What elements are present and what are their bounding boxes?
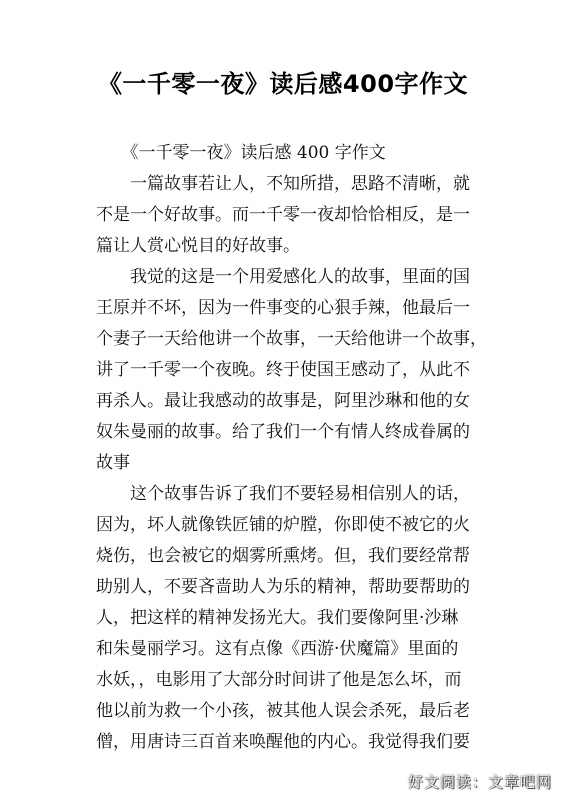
text-line: 我觉的这是一个用爱感化人的故事，里面的国 xyxy=(96,267,470,287)
text-line: 不是一个好故事。而一千零一夜却恰恰相反，是一 xyxy=(96,205,470,225)
text-line: 王原并不坏，因为一件事变的心狠手辣，他最后一 xyxy=(96,298,470,318)
site-watermark: 好文阅读：文章吧网 xyxy=(407,773,552,791)
text-line: 讲了一千零一个夜晚。终于使国王感动了，从此不 xyxy=(96,360,470,380)
article-body xyxy=(96,138,487,758)
page-title: 《一千零一夜》读后感400字作文 xyxy=(97,70,469,98)
text-line: 水妖，，电影用了大部分时间讲了他是怎么坏，而 xyxy=(96,670,462,690)
text-line: 助别人，不要吝啬助人为乐的精神，帮助要帮助的 xyxy=(96,577,470,597)
text-line: 再杀人。最让我感动的故事是，阿里沙琳和他的女 xyxy=(96,391,470,411)
text-line: 人，把这样的精神发扬光大。我们要像阿里·沙琳 xyxy=(96,608,459,628)
text-line: 因为，坏人就像铁匠铺的炉膛，你即使不被它的火 xyxy=(96,515,470,535)
text-line: 和朱曼丽学习。这有点像《西游·伏魔篇》里面的 xyxy=(96,639,459,659)
text-line: 《一千零一夜》读后感 400 字作文 xyxy=(96,143,386,163)
text-line: 故事 xyxy=(96,453,130,473)
text-line: 奴朱曼丽的故事。给了我们一个有情人终成眷属的 xyxy=(96,422,470,442)
text-line: 个妻子一天给他讲一个故事，一天给他讲一个故事， xyxy=(96,329,487,349)
text-line: 他以前为救一个小孩，被其他人误会杀死，最后老 xyxy=(96,701,470,721)
text-line: 一篇故事若让人，不知所措，思路不清晰，就 xyxy=(96,174,470,194)
text-line: 僧，用唐诗三百首来唤醒他的内心。我觉得我们要 xyxy=(96,732,470,752)
text-line: 烧伤，也会被它的烟雾所熏烤。但，我们要经常帮 xyxy=(96,546,470,566)
text-line: 这个故事告诉了我们不要轻易相信别人的话， xyxy=(96,484,470,504)
text-line: 篇让人赏心悦目的好故事。 xyxy=(96,236,300,256)
